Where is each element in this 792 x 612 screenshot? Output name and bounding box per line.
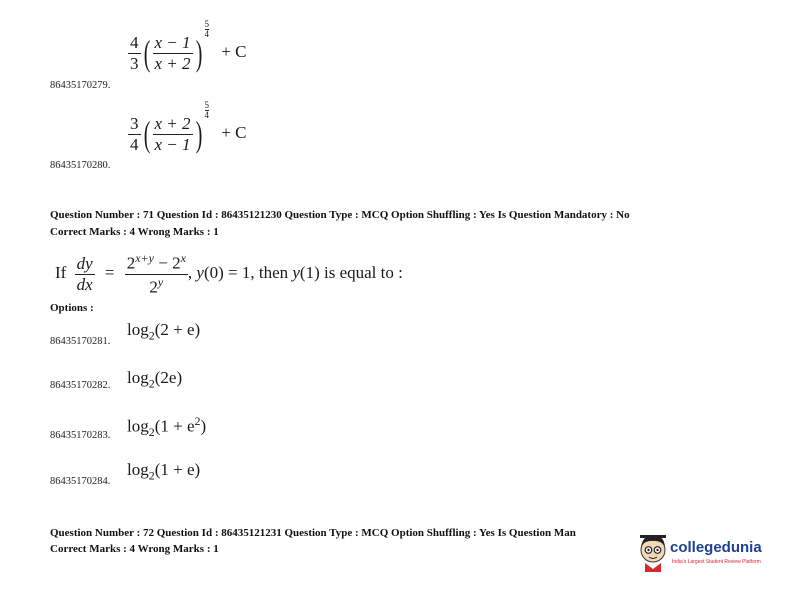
collegedunia-logo — [636, 530, 776, 576]
option-expression-281: $\log_2(2 + e)$ — [127, 320, 201, 343]
inner-fraction: $\frac{x + 2}{x - 1}$ — [154, 114, 191, 154]
equals-sign: = — [104, 262, 115, 282]
option-expression-283: $\log_2(1 + e^2)$ — [127, 414, 207, 440]
option-id-281: 86435170281. — [50, 336, 111, 347]
option-id-282: 86435170282. — [50, 380, 111, 391]
inner-fraction: $\frac{x - 1}{x + 2}$ — [154, 33, 191, 73]
question-72-marks: Correct Marks : 4 Wrong Marks : 1 — [50, 543, 219, 555]
option-expression-282: $\log_2(2e)$ — [127, 368, 183, 391]
option-id-279: 86435170279. — [50, 80, 111, 91]
plus-c: + C — [221, 123, 247, 143]
question-71-marks: Correct Marks : 4 Wrong Marks : 1 — [50, 226, 219, 238]
coefficient-fraction: $\frac{3}{4}$ — [130, 114, 139, 154]
stem-if: If — [55, 262, 67, 282]
mascot-icon — [636, 530, 670, 572]
left-paren: ( — [143, 33, 150, 74]
question-71-header: Question Number : 71 Question Id : 86435121230 Question Type : MCQ Option Shuffling : Yes Is Question Mandatory : No — [50, 209, 630, 221]
option-id-283: 86435170283. — [50, 430, 111, 441]
option-id-280: 86435170280. — [50, 160, 111, 171]
logo-wordmark: collegedunia — [670, 539, 762, 556]
question-72-header: Question Number : 72 Question Id : 86435121231 Question Type : MCQ Option Shuffling : Yes Is Question Man — [50, 527, 576, 539]
right-paren: ) — [195, 33, 202, 74]
options-label: Options : — [50, 302, 94, 314]
option-expression-280 — [128, 100, 247, 155]
coefficient-fraction: $\frac{4}{3}$ — [130, 33, 139, 73]
exponent-fraction: $\frac{5}{4}$ — [204, 19, 210, 39]
option-expression-279 — [128, 19, 247, 74]
plus-c: + C — [221, 42, 247, 62]
right-paren: ) — [195, 114, 202, 155]
logo-tagline: India's Largest Student Review Platform — [672, 559, 761, 565]
question-71-stem: If $\frac{dy}{dx}$ = $\frac{2^{x+y} - 2^x}{2^y}$ , y(0) = 1, then y(1) is equal to : — [55, 251, 403, 297]
option-id-284: 86435170284. — [50, 476, 111, 487]
derivative-fraction: $\frac{dy}{dx}$ — [76, 253, 93, 294]
rhs-fraction: $\frac{2^{x+y} - 2^x}{2^y}$ — [126, 251, 186, 297]
option-expression-284: $\log_2(1 + e)$ — [127, 460, 201, 483]
left-paren: ( — [143, 114, 150, 155]
exponent-fraction: $\frac{5}{4}$ — [204, 100, 210, 120]
